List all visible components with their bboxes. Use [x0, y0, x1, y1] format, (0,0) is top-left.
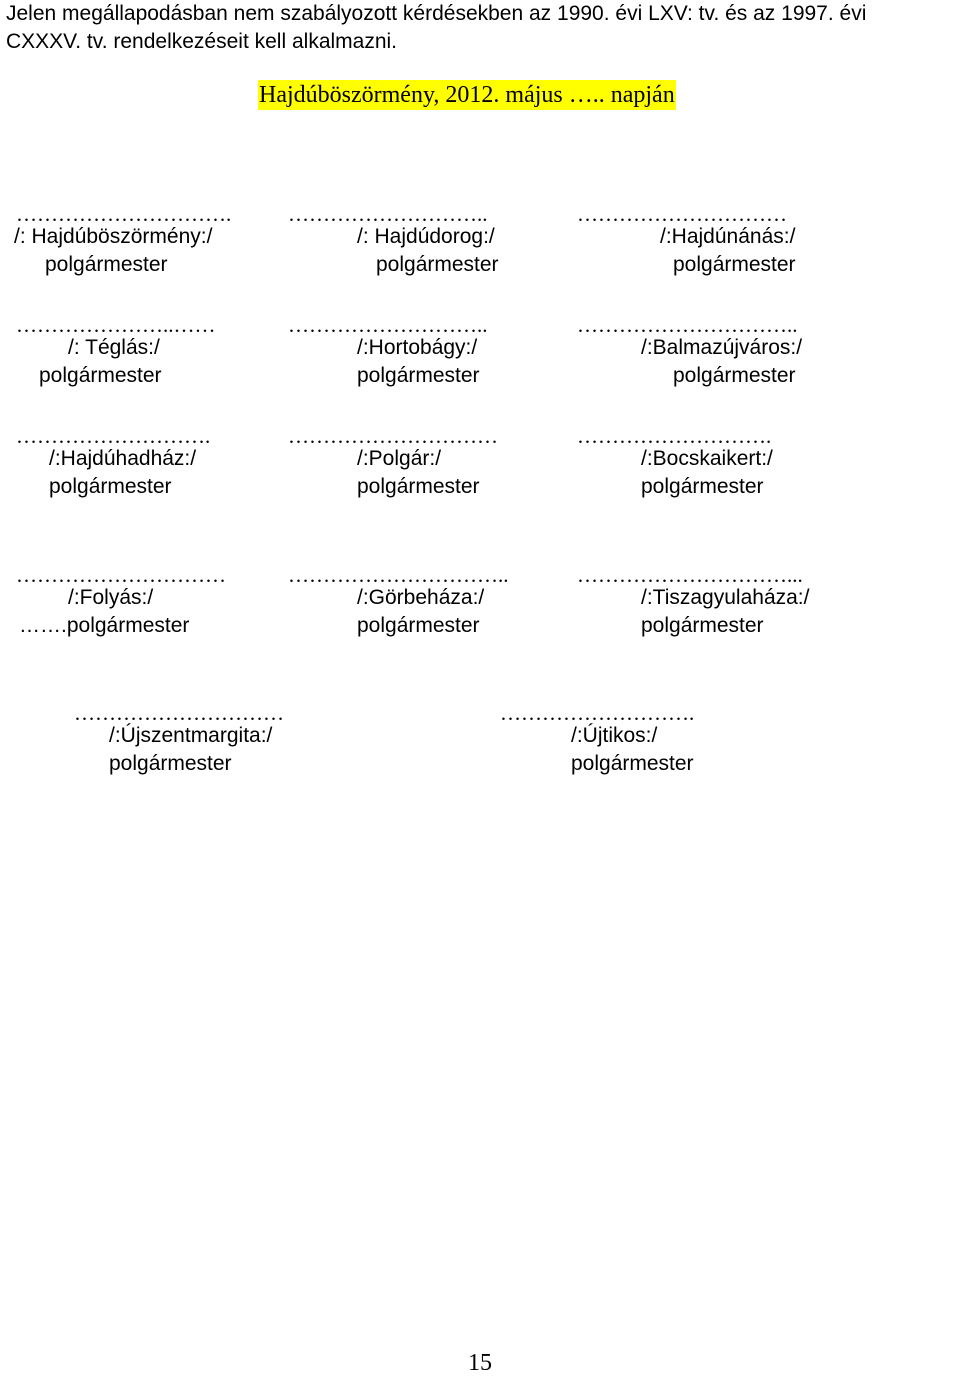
signature-block-hortobagy [288, 313, 557, 390]
signature-line: ………………………… [577, 202, 787, 226]
signature-line: ………………………….. [577, 313, 798, 337]
signature-role: polgármester [39, 364, 162, 387]
signature-block-ujtikos [500, 701, 765, 778]
signature-role: polgármester [357, 364, 480, 387]
signature-place: /:Hortobágy:/ [357, 336, 478, 359]
signature-line: ………………………… [288, 424, 498, 448]
signature-block-hajdudorog [288, 202, 557, 279]
signature-line: …………………………. [16, 202, 232, 226]
signature-place: /:Folyás:/ [68, 586, 154, 609]
signature-block-balmazujvaros [577, 313, 862, 390]
signature-line: ……………………….. [288, 313, 488, 337]
signature-place: /:Újtikos:/ [571, 724, 658, 747]
signature-line: ………………………….. [288, 563, 509, 587]
signature-place: /: Hajdúböszörmény:/ [14, 225, 213, 248]
signature-place: /:Görbeháza:/ [357, 586, 485, 609]
signature-role: polgármester [376, 253, 499, 276]
intro-paragraph [6, 0, 954, 56]
signature-block-bocskaikert [577, 424, 835, 501]
signature-line: ……………………….. [288, 202, 488, 226]
signature-place: /:Balmazújváros:/ [641, 336, 803, 359]
signature-place: /:Újszentmargita:/ [109, 724, 273, 747]
signature-role: polgármester [571, 752, 694, 775]
signature-line: …………………..…… [16, 313, 216, 337]
signature-place: /:Bocskaikert:/ [641, 447, 773, 470]
signature-block-tiszagyulahaza [577, 563, 867, 640]
signature-line: ………………………. [500, 701, 695, 725]
signature-place: /:Tiszagyulaháza:/ [641, 586, 810, 609]
signature-block-teglas [16, 313, 268, 390]
signature-role: …….polgármester [19, 614, 190, 637]
signature-place: /: Hajdúdorog:/ [357, 225, 495, 248]
signature-block-ujszentmargita [74, 701, 319, 778]
dateline: Hajdúböszörmény, 2012. május ….. napján [259, 82, 675, 108]
signature-line: ………………………… [16, 563, 226, 587]
signature-line: ………………………. [577, 424, 772, 448]
signature-role: polgármester [641, 614, 764, 637]
signature-role: polgármester [673, 253, 796, 276]
signature-block-hajduboszormeny [14, 202, 232, 279]
signature-line: …………………………... [577, 563, 803, 587]
intro-line-1: Jelen megállapodásban nem szabályozott kérdésekben az 1990. évi LXV: tv. és az 1997. évi [6, 2, 867, 25]
signature-role: polgármester [45, 253, 168, 276]
signature-place: /:Polgár:/ [357, 447, 442, 470]
page-number: 15 [468, 1350, 492, 1376]
signature-role: polgármester [357, 614, 480, 637]
signature-block-polgar [288, 424, 567, 501]
signature-place: /:Hajdúnánás:/ [660, 225, 796, 248]
signature-block-hajduhadhaz [16, 424, 243, 501]
signature-role: polgármester [673, 364, 796, 387]
signature-place: /: Téglás:/ [68, 336, 160, 359]
signature-place: /:Hajdúhadház:/ [49, 447, 197, 470]
signature-role: polgármester [641, 475, 764, 498]
signature-line: ………………………… [74, 701, 284, 725]
signature-block-gorbehaza [288, 563, 578, 640]
signature-block-folyas [16, 563, 278, 640]
signature-line: ………………………. [16, 424, 211, 448]
signature-role: polgármester [49, 475, 172, 498]
signature-role: polgármester [357, 475, 480, 498]
intro-line-2: CXXXV. tv. rendelkezéseit kell alkalmazni. [6, 30, 398, 53]
signature-role: polgármester [109, 752, 232, 775]
signature-block-hajdunanas [577, 202, 870, 279]
